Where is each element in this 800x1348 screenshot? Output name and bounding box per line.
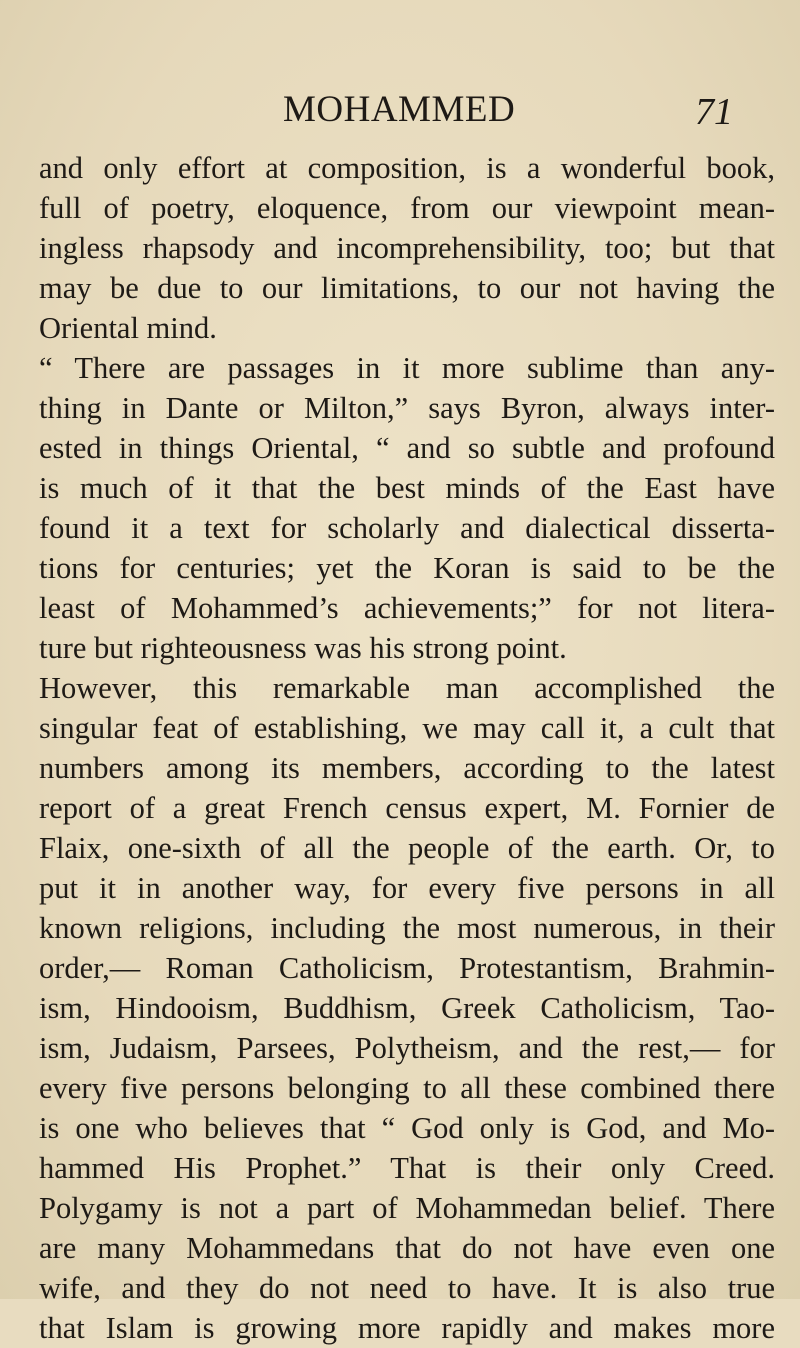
text-line: However, this remarkable man accomplished the [39,671,775,705]
text-line: ism, Judaism, Parsees, Polytheism, and the rest,— for [39,1031,775,1065]
text-line: hammed His Prophet.” That is their only Creed. [39,1151,775,1185]
text-line: full of poetry, eloquence, from our viewpoint mean- [39,191,775,225]
text-line: order,— Roman Catholicism, Protestantism, Brahmin- [39,951,775,985]
text-line: may be due to our limitations, to our not having the [39,271,775,305]
text-line: tions for centuries; yet the Koran is said to be the [39,551,775,585]
text-line: known religions, including the most numerous, in their [39,911,775,945]
text-line: ingless rhapsody and incomprehensibility, too; but that [39,231,775,265]
text-line: report of a great French census expert, M. Fornier de [39,791,775,825]
text-line: that Islam is growing more rapidly and makes more [39,1311,775,1345]
text-line: are many Mohammedans that do not have even one [39,1231,775,1265]
text-line: Oriental mind. [39,311,217,345]
text-line: least of Mohammed’s achievements;” for not litera- [39,591,775,625]
text-line: and only effort at composition, is a wonderful book, [39,151,775,185]
text-line: thing in Dante or Milton,” says Byron, always inter- [39,391,775,425]
text-line: “ There are passages in it more sublime than any- [39,351,775,385]
page-number: 71 [695,91,733,133]
text-line: ested in things Oriental, “ and so subtle and profound [39,431,775,465]
text-line: Polygamy is not a part of Mohammedan belief. There [39,1191,775,1225]
text-line: found it a text for scholarly and dialectical disserta- [39,511,775,545]
running-title: MOHAMMED [283,89,516,130]
text-line: every five persons belonging to all these combined there [39,1071,775,1105]
text-line: put it in another way, for every five persons in all [39,871,775,905]
text-line: ture but righteousness was his strong point. [39,631,567,665]
text-line: is much of it that the best minds of the East have [39,471,775,505]
text-line: wife, and they do not need to have. It is also true [39,1271,775,1305]
running-head [0,88,800,132]
text-line: Flaix, one-sixth of all the people of the earth. Or, to [39,831,775,865]
text-line: ism, Hindooism, Buddhism, Greek Catholicism, Tao- [39,991,775,1025]
body-text [39,148,775,1348]
text-line: numbers among its members, according to the latest [39,751,775,785]
text-line: singular feat of establishing, we may call it, a cult that [39,711,775,745]
text-line: is one who believes that “ God only is God, and Mo- [39,1111,775,1145]
